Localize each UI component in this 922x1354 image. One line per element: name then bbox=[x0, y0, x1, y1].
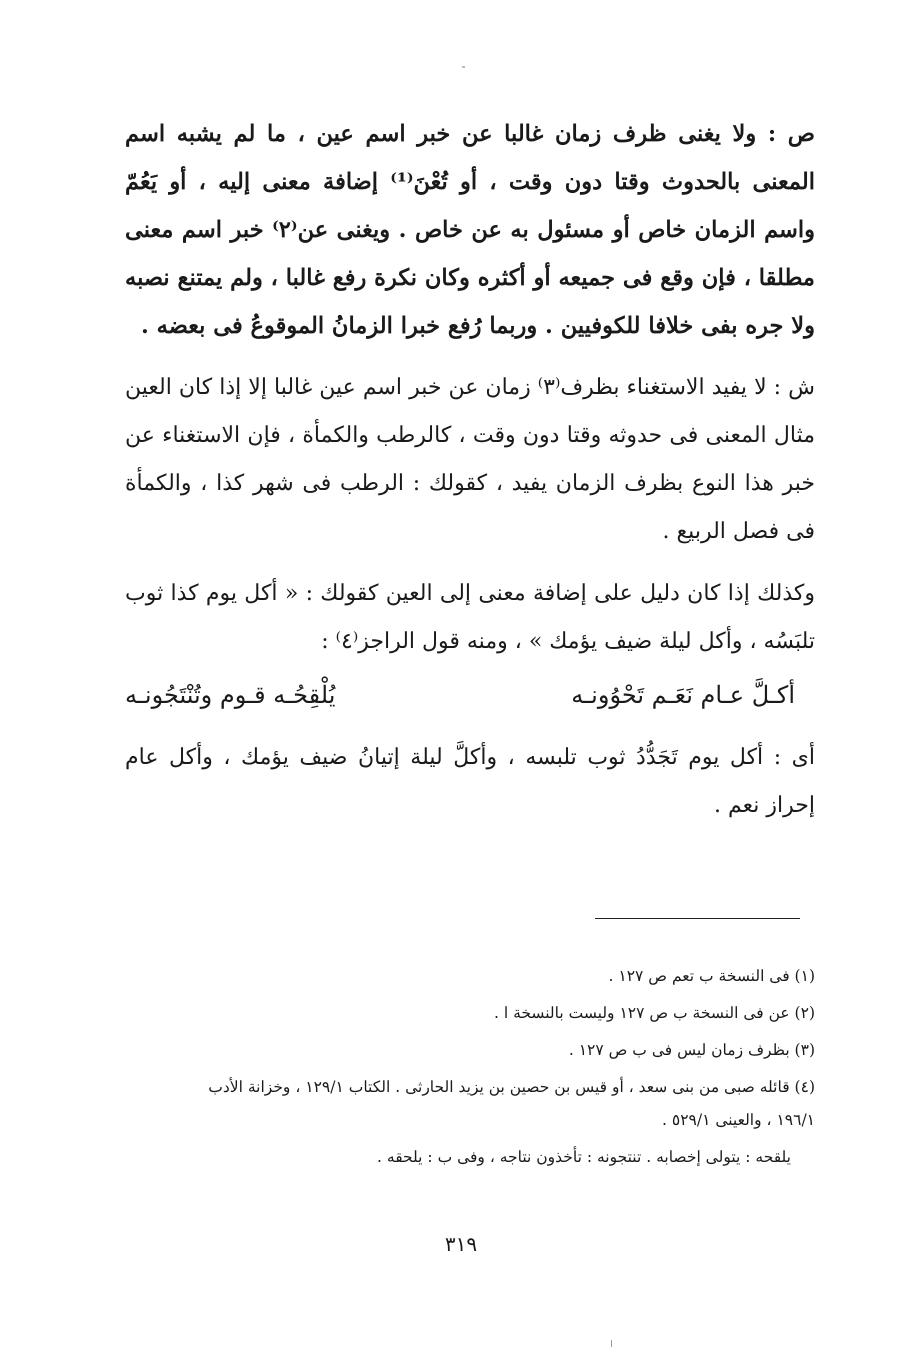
footnotes-section bbox=[128, 958, 815, 1176]
scan-mark-top bbox=[462, 66, 465, 68]
verse-hemistich-second: يُلْقِحُـه قـوم وتُنْتَجُونـه bbox=[125, 681, 336, 709]
footnote-gloss: يلقحه : يتولى إخصابه . تنتجونه : تأخذون نتاجه ، وفى ب : يلحقه . bbox=[377, 1148, 791, 1166]
footnote-2: (٢) عن فى النسخة ب ص ١٢٧ وليست بالنسخة ا . bbox=[494, 1004, 815, 1022]
footnote-3: (٣) بظرف زمان ليس فى ب ص ١٢٧ . bbox=[568, 1041, 815, 1059]
scan-mark-bottom bbox=[611, 1340, 612, 1347]
footnote-1: (١) فى النسخة ب تعم ص ١٢٧ . bbox=[608, 967, 815, 985]
main-text bbox=[125, 110, 815, 830]
footnote-separator bbox=[595, 918, 800, 919]
sharh-paragraph-1: ش : لا يفيد الاستغناء بظرف⁽٣⁾ زمان عن خبر اسم عين غالبا إلا إذا كان العين مثال المعنى فى حدوثه وقتا دون وقت ، كالرطب والكمأة ، فإن الاستغناء عن خبر هذا النوع بظرف الزمان يفيد ، كقولك : الرطب فى شهر كذا ، والكمأة فى فصل الربيع . bbox=[125, 375, 816, 544]
footnote-4: (٤) قائله صبى من بنى سعد ، أو قيس بن حصين بن يزيد الحارثى . الكتاب ١٢٩/١ ، وخزانة الأدب bbox=[208, 1078, 815, 1096]
verse-hemistich-first: أكـلَّ عـام نَعَـم تَحْوُونـه bbox=[571, 681, 795, 709]
footnote-4-continued: ١٩٦/١ ، والعينى ٥٢٩/١ . bbox=[662, 1111, 815, 1129]
poetry-verse bbox=[125, 666, 815, 724]
sharh-paragraph-2: وكذلك إذا كان دليل على إضافة معنى إلى العين كقولك : « أكل يوم كذا ثوب تلبَسُه ، وأكل ليلة ضيف يؤمك » ، ومنه قول الراجز⁽٤⁾ : bbox=[125, 581, 816, 654]
page-number: ٣١٩ bbox=[444, 1232, 478, 1256]
matn-paragraph: ص : ولا يغنى ظرف زمان غالبا عن خبر اسم عين ، ما لم يشبه اسم المعنى بالحدوث وقتا دون وقت ، أو تُعْنَ⁽¹⁾ إضافة معنى إليه ، أو يَعُمّ واسم الزمان خاص أو مسئول به عن خاص . ويغنى عن⁽٢⁾ خبر اسم معنى مطلقا ، فإن وقع فى جميعه أو أكثره وكان نكرة رفع غالبا ، ولم يمتنع نصبه ولا جره بفى خلافا للكوفيين . وربما رُفع خبرا الزمانُ الموقوعُ فى بعضه . bbox=[125, 121, 816, 339]
sharh-paragraph-3: أى : أكل يوم تَجَدُّدُ ثوب تلبسه ، وأكلَّ ليلة إتيانُ ضيف يؤمك ، وأكل عام إحراز نعم . bbox=[125, 745, 815, 818]
